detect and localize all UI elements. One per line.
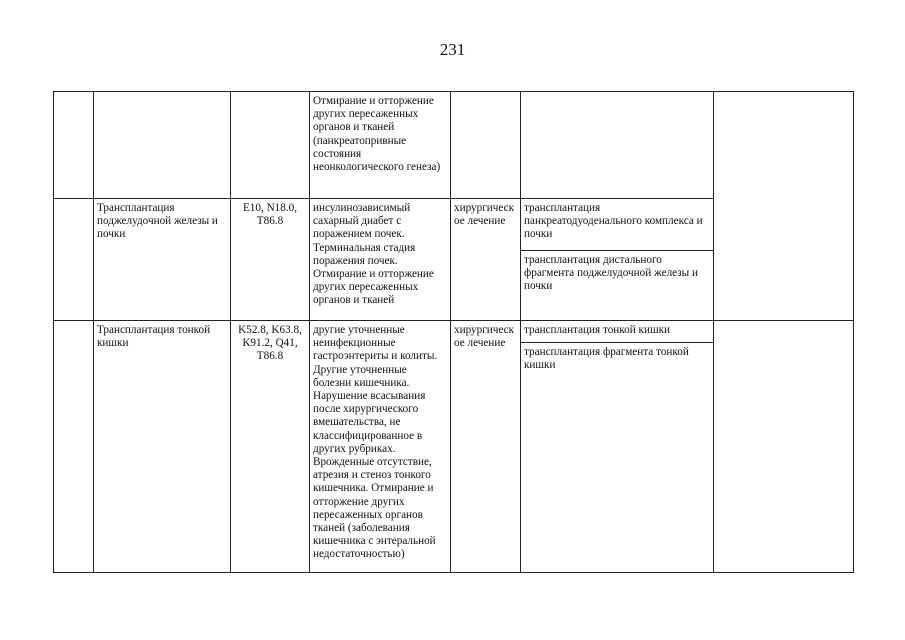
procedures-table — [53, 91, 854, 573]
diagnosis-codes-cell: K52.8, K63.8, K91.2, Q41, T86.8 — [231, 321, 310, 573]
row-index-cell — [54, 321, 94, 573]
method-item: трансплантация фрагмента тонкой кишки — [521, 342, 713, 374]
extra-cell — [714, 92, 854, 321]
table-row — [54, 321, 854, 573]
table-row — [54, 92, 854, 199]
treatment-type-text: хирургическое лечение — [454, 202, 515, 228]
diagnosis-cell: инсулинозависимый сахарный диабет с поражением почек. Терминальная стадия поражения почек. Отмирание и отторжение других пересаженных органов и тканей — [310, 199, 451, 321]
extra-cell — [714, 321, 854, 573]
procedure-name-cell — [94, 92, 231, 199]
diagnosis-cell: другие уточненные неинфекционные гастроэнтериты и колиты. Другие уточненные болезни кишечника. Нарушение всасывания после хирургического вмешательства, не классифицированное в других рубриках. Врожденные отсутствие, атрезия и стеноз тонкого кишечника. Отмирание и отторжение других пересаженных органов тканей (заболевания кишечника с энтеральной недостаточностью) — [310, 321, 451, 573]
row-index-cell — [54, 92, 94, 199]
treatment-type-cell — [451, 199, 521, 321]
methods-cell — [521, 321, 714, 573]
method-item: трансплантация панкреатодуоденального комплекса и почки — [524, 202, 703, 241]
treatment-type-text: хирургическое лечение — [454, 324, 515, 350]
diagnosis-codes-cell: E10, N18.0, T86.8 — [231, 199, 310, 321]
method-item: трансплантация тонкой кишки — [524, 324, 670, 336]
procedure-name-cell: Трансплантация тонкой кишки — [94, 321, 231, 573]
treatment-type-cell — [451, 92, 521, 199]
method-cell — [521, 92, 714, 199]
row-index-cell — [54, 199, 94, 321]
method-item: трансплантация дистального фрагмента поджелудочной железы и почки — [521, 250, 713, 296]
methods-cell — [521, 199, 714, 321]
page-number: 231 — [439, 40, 466, 59]
diagnosis-cell: Отмирание и отторжение других пересаженных органов и тканей (панкреатопривные состояния неонкологического генеза) — [310, 92, 451, 199]
procedure-name-cell: Трансплантация поджелудочной железы и почки — [94, 199, 231, 321]
treatment-type-cell — [451, 321, 521, 573]
diagnosis-codes-cell — [231, 92, 310, 199]
